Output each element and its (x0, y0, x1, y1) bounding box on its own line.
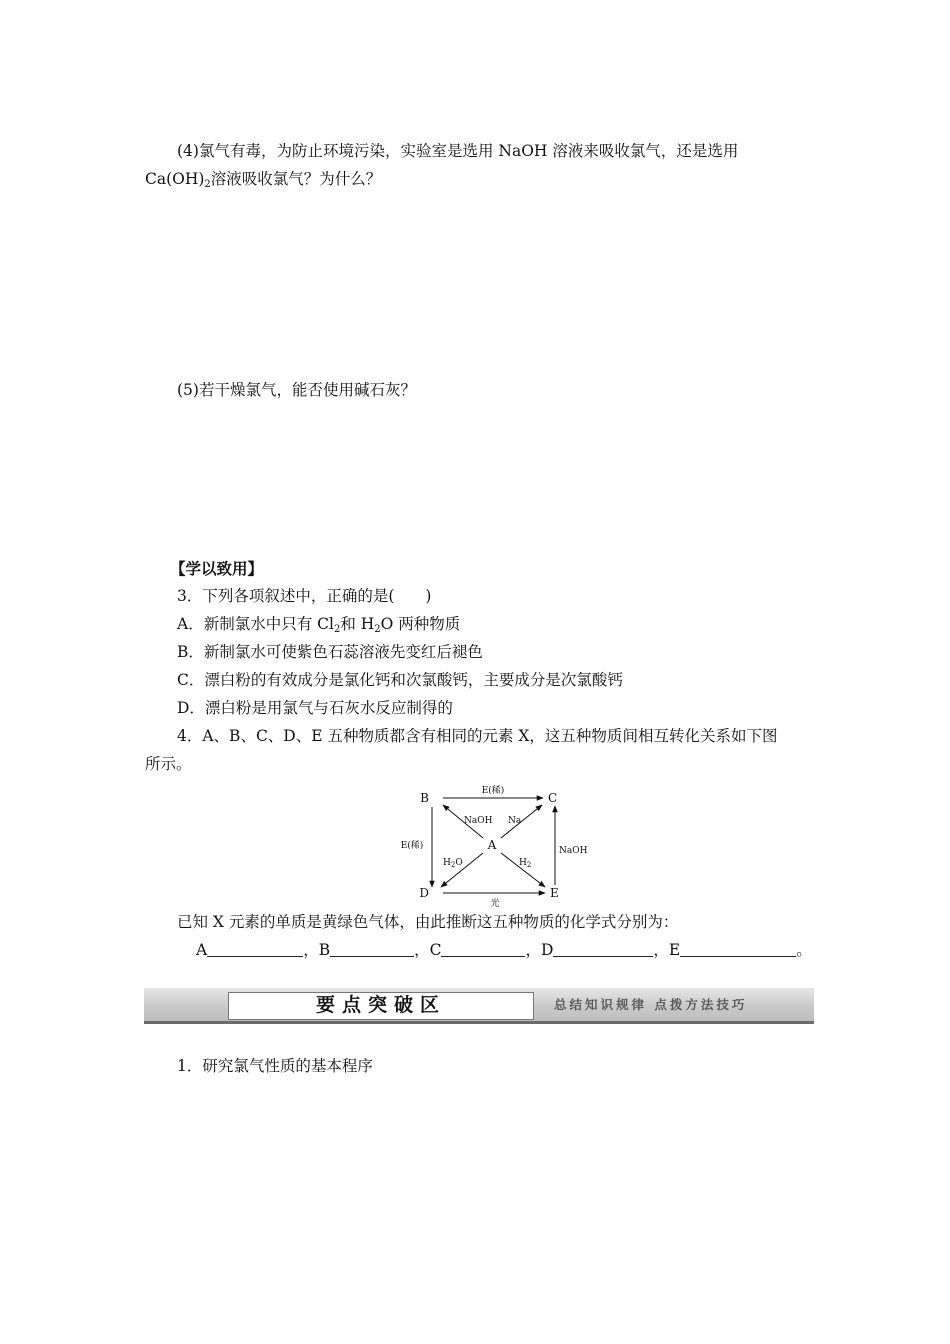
label-a-to-d (443, 858, 463, 869)
apply-heading: 【学以致用】 (170, 559, 264, 578)
node-e: E (550, 886, 559, 900)
text-span: Ca(OH) (145, 170, 205, 188)
answer-blank-e[interactable] (680, 942, 796, 957)
answer-label-e: ，E (653, 941, 681, 959)
answer-blank-d[interactable] (553, 942, 653, 957)
label-subscript: 2 (450, 861, 456, 869)
node-d: D (419, 886, 429, 900)
subscript: 2 (204, 179, 211, 190)
label-e-to-c: NaOH (559, 846, 588, 856)
label-b-to-c: E(稀) (481, 786, 505, 796)
question-4-line-1: (4)氯气有毒，为防止环境污染，实验室是选用 NaOH 溶液来吸收氯气，还是选用 (177, 142, 739, 160)
question-4-line-2 (145, 169, 381, 195)
text-span: O 两种物质 (380, 615, 461, 633)
node-c: C (548, 791, 558, 805)
label-d-to-e: 光 (490, 899, 500, 909)
answer-blank-c[interactable] (441, 942, 525, 957)
conversion-diagram (385, 780, 600, 910)
answer-label-c: ，C (414, 941, 442, 959)
q4-stem-line-1: 4．A、B、C、D、E 五种物质都含有相同的元素 X，这五种物质间相互转化关系如下图 (177, 727, 778, 745)
answer-label-d: ，D (525, 941, 554, 959)
section-banner (144, 988, 814, 1022)
label-text: O (455, 858, 463, 868)
subscript: 2 (333, 624, 341, 635)
text-span: 溶液吸收氯气？为什么？ (210, 170, 382, 188)
label-text: H (443, 858, 451, 868)
banner-subtitle: 总结知识规律 点拨方法技巧 (554, 997, 748, 1012)
section-1-heading: 1．研究氯气性质的基本程序 (177, 1057, 373, 1075)
q3-option-a (177, 614, 460, 640)
label-a-to-b: NaOH (464, 816, 493, 826)
node-b: B (420, 791, 429, 805)
q4-stem-line-2: 所示。 (145, 755, 192, 773)
answer-blank-a[interactable] (207, 942, 303, 957)
banner-title: 要点突破区 (228, 992, 534, 1020)
label-b-to-d: E(稀) (400, 841, 424, 851)
node-a: A (487, 838, 497, 852)
q3-option-c: C．漂白粉的有效成分是氯化钙和次氯酸钙，主要成分是次氯酸钙 (177, 671, 623, 689)
q4-answer-line (196, 940, 812, 960)
answer-label-b: ，B (303, 941, 331, 959)
answer-line-end: 。 (796, 941, 812, 959)
label-text: H (519, 858, 527, 868)
answer-label-a: A (196, 941, 208, 959)
label-a-to-e (519, 858, 531, 869)
text-span: 和 H (340, 615, 375, 633)
q4-given-statement: 已知 X 元素的单质是黄绿色气体，由此推断这五种物质的化学式分别为： (177, 913, 679, 931)
label-a-to-c: Na (508, 816, 522, 826)
q3-stem: 3．下列各项叙述中，正确的是( ) (177, 587, 432, 605)
subscript: 2 (374, 624, 381, 635)
text-span: A．新制氯水中只有 Cl (177, 615, 334, 633)
banner-rule (144, 1021, 814, 1024)
answer-blank-b[interactable] (330, 942, 414, 957)
q3-option-d: D．漂白粉是用氯气与石灰水反应制得的 (177, 699, 453, 717)
question-5: (5)若干燥氯气，能否使用碱石灰？ (177, 381, 416, 399)
label-subscript: 2 (526, 861, 532, 869)
q3-option-b: B．新制氯水可使紫色石蕊溶液先变红后褪色 (177, 643, 483, 661)
